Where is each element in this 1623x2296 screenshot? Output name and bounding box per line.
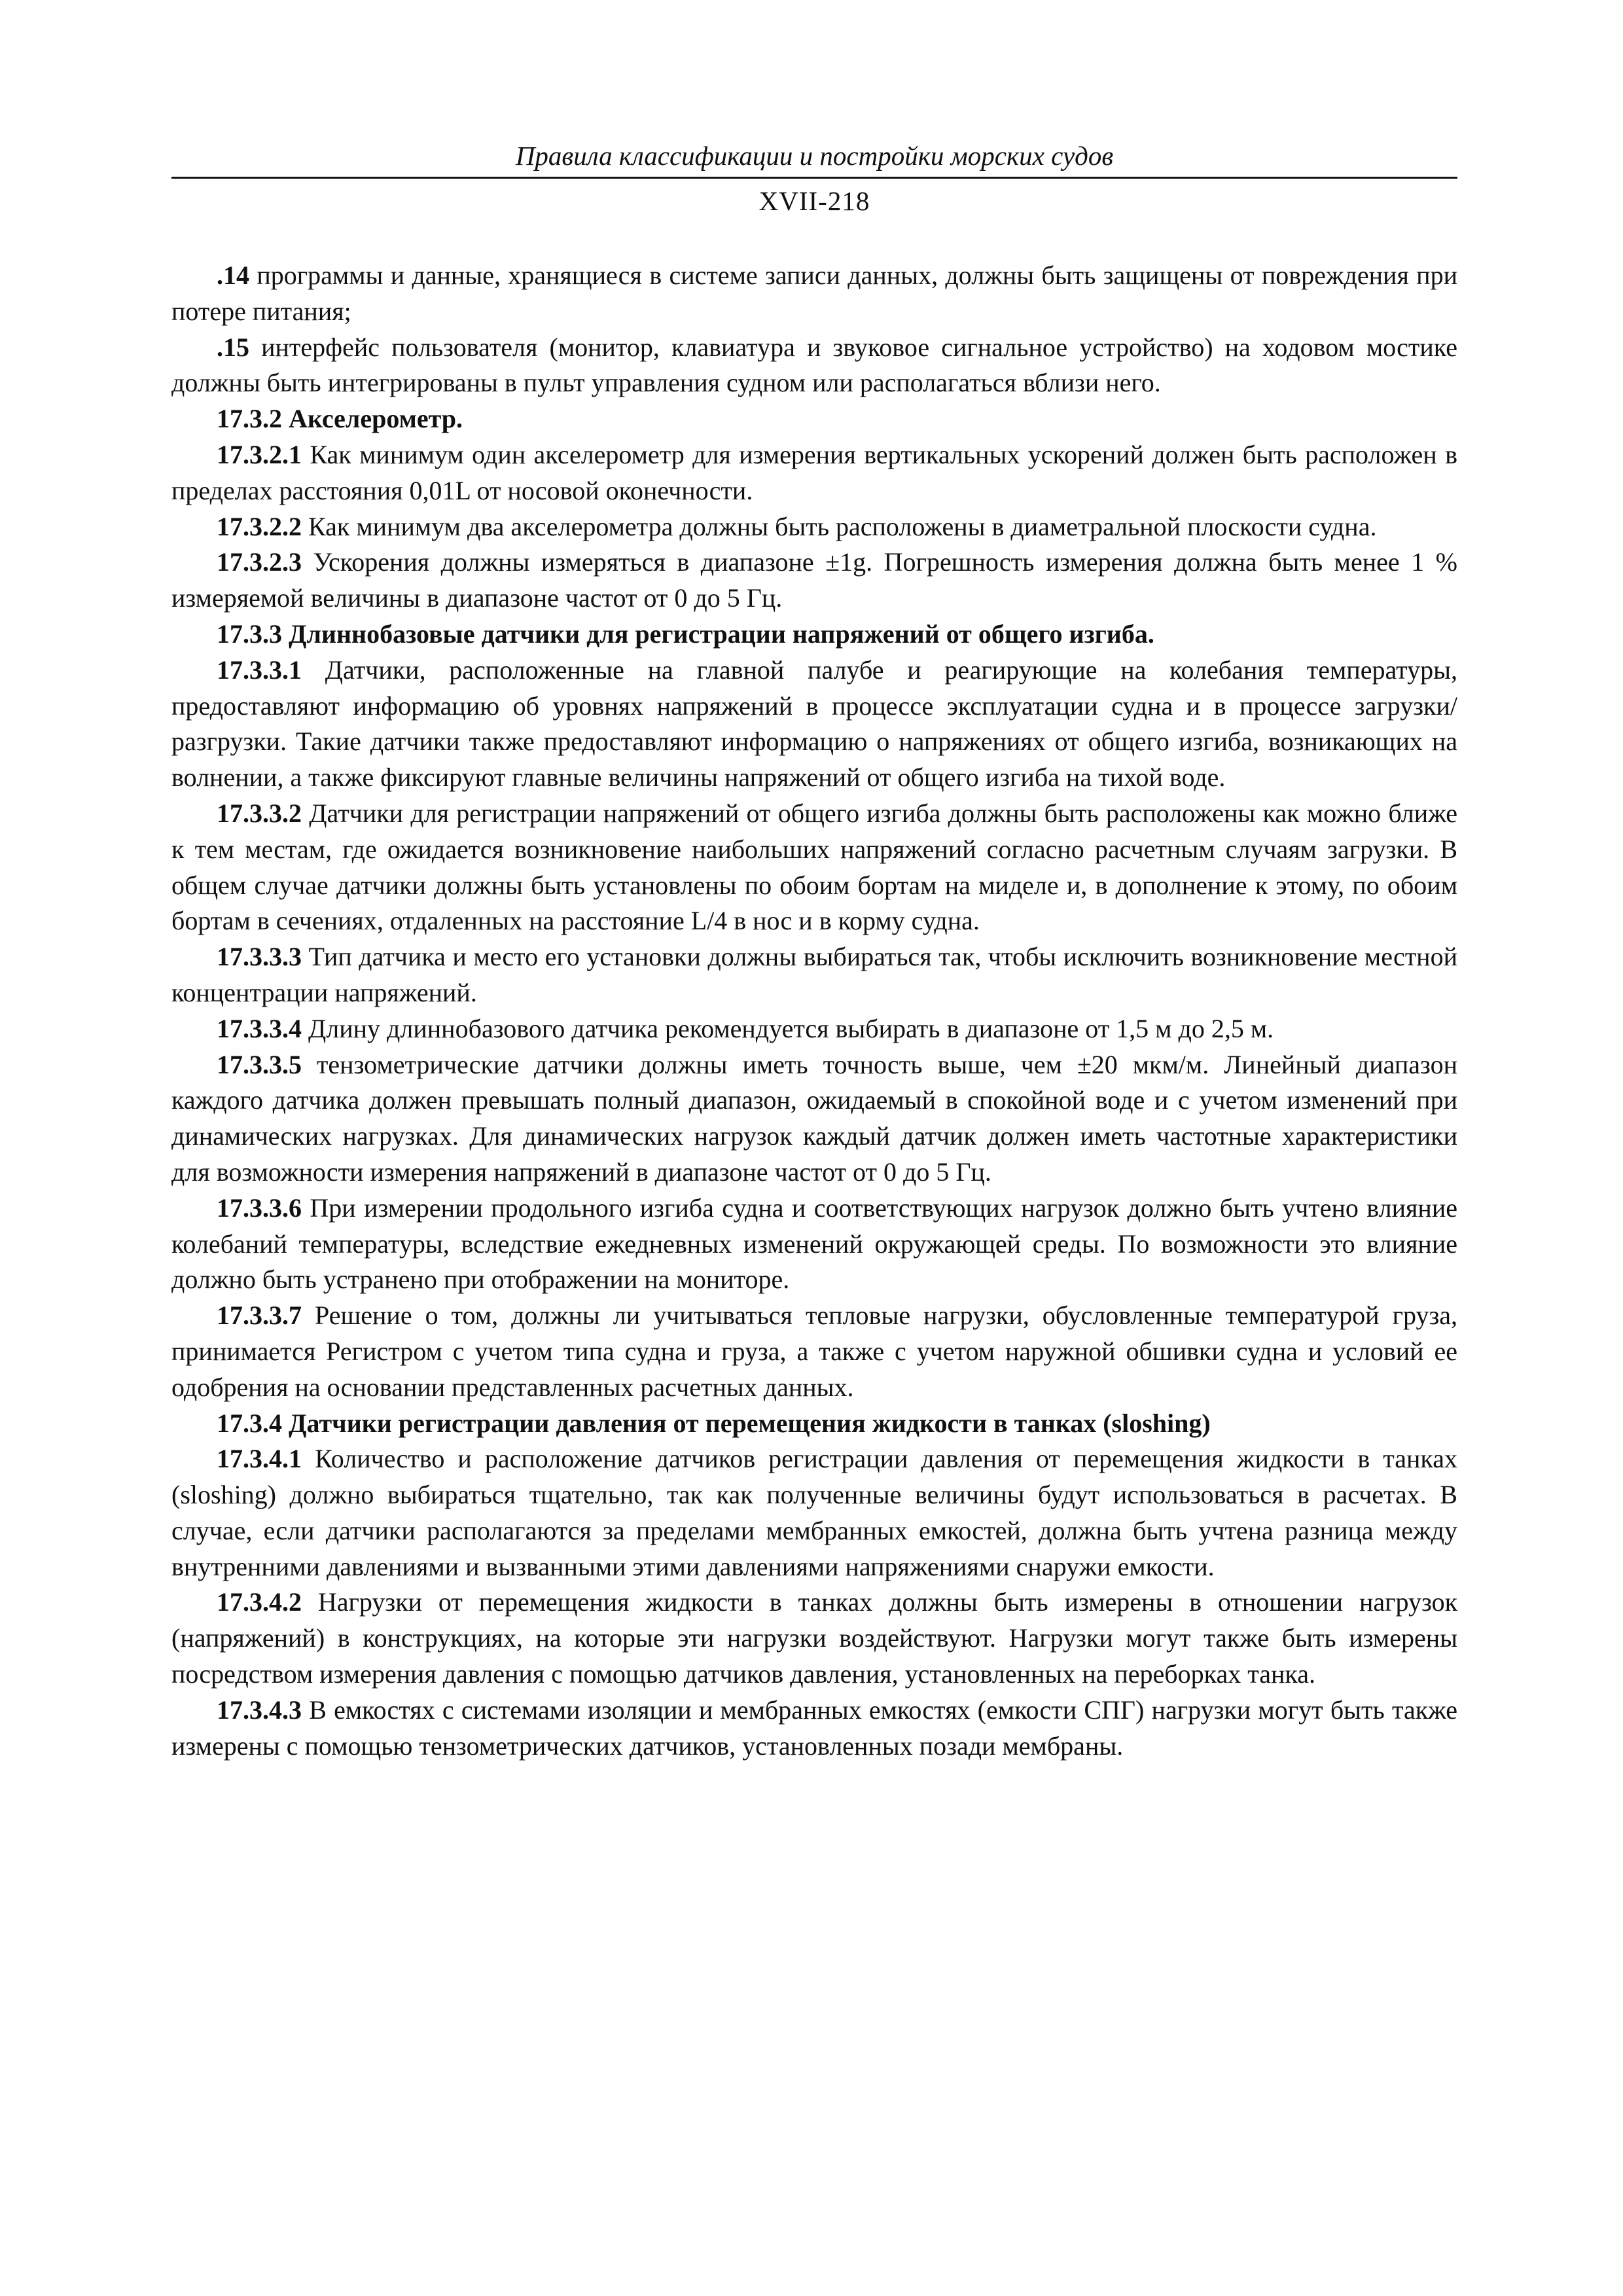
- paragraph-number: .14: [217, 260, 249, 290]
- section-title: Датчики регистрации давления от перемещения жидкости в танках (sloshing): [282, 1408, 1211, 1438]
- paragraph-number: 17.3.2.1: [217, 439, 302, 469]
- paragraph-number: 17.3.4.2: [217, 1587, 302, 1617]
- page-header: [171, 139, 1457, 218]
- paragraph-text: Датчики, расположенные на главной палубе и реагирующие на колебания температуры, предоставляют информацию об уровнях напряжений в процессе эксплуатации судна и в процессе загрузки/разгрузки. Такие датчики также предоставляют информацию о напряжениях от общего изгиба, возникающих на волнении, а также фиксируют главные величины напряжений от общего изгиба на тихой воде.: [171, 655, 1457, 793]
- paragraph-number: 17.3.3.2: [217, 798, 302, 828]
- paragraph-17-3-2-2: [171, 509, 1457, 545]
- paragraph-number: 17.3.3.3: [217, 942, 302, 972]
- paragraph-text: Длину длиннобазового датчика рекомендуется выбирать в диапазоне от 1,5 м до 2,5 м.: [302, 1013, 1274, 1043]
- section-heading-17-3-2: [171, 401, 1457, 437]
- paragraph-number: 17.3.3.6: [217, 1193, 302, 1223]
- paragraph-text: тензометрические датчики должны иметь точность выше, чем ±20 мкм/м. Линейный диапазон каждого датчика должен превышать полный диапазон, ожидаемый в спокойной воде и с учетом изменений при динамических нагрузках. Для динамических нагрузок каждый датчик должен иметь частотные характеристики для возможности измерения напряжений в диапазоне частот от 0 до 5 Гц.: [171, 1049, 1457, 1187]
- paragraph-text: Тип датчика и место его установки должны выбираться так, чтобы исключить возникновение местной концентрации напряжений.: [171, 942, 1457, 1007]
- section-heading-17-3-4: [171, 1406, 1457, 1442]
- paragraph-number: 17.3.4.3: [217, 1695, 302, 1725]
- section-number: 17.3.4: [217, 1408, 282, 1438]
- paragraph-text: Ускорения должны измеряться в диапазоне ±1g. Погрешность измерения должна быть менее 1 % измеряемой величины в диапазоне частот от 0 до 5 Гц.: [171, 547, 1457, 613]
- paragraph-number: 17.3.3.7: [217, 1300, 302, 1331]
- paragraph-number: .15: [217, 332, 249, 362]
- paragraph-text: Решение о том, должны ли учитываться тепловые нагрузки, обусловленные температурой груза, принимается Регистром с учетом типа судна и груза, а также с учетом наружной обшивки судна и условий ее одобрения на основании представленных расчетных данных.: [171, 1300, 1457, 1402]
- section-number: 17.3.3: [217, 619, 282, 649]
- paragraph-text: Количество и расположение датчиков регистрации давления от перемещения жидкости в танках (sloshing) должно выбираться тщательно, так как полученные величины будут использоваться в расчетах. В случае, если датчики располагаются за пределами мембранных емкостей, должна быть учтена разница между внутренними давлениями и вызванными этими давлениями напряжениями снаружи емкости.: [171, 1444, 1457, 1581]
- document-body: [171, 258, 1457, 1764]
- paragraph-text: Как минимум один акселерометр для измерения вертикальных ускорений должен быть расположен в пределах расстояния 0,01L от носовой оконечности.: [171, 439, 1457, 505]
- paragraph-text: Как минимум два акселерометра должны быть расположены в диаметральной плоскости судна.: [302, 511, 1377, 541]
- paragraph-number: 17.3.3.5: [217, 1049, 302, 1079]
- paragraph-text: Нагрузки от перемещения жидкости в танках должны быть измерены в отношении нагрузок (напряжений) в конструкциях, на которые эти нагрузки воздействуют. Нагрузки могут также быть измерены посредством измерения давления с помощью датчиков давления, установленных на переборках танка.: [171, 1587, 1457, 1689]
- section-heading-17-3-3: [171, 617, 1457, 653]
- section-title: Акселерометр.: [282, 404, 463, 434]
- paragraph-17-3-3-1: [171, 653, 1457, 796]
- paragraph-text: интерфейс пользователя (монитор, клавиатура и звуковое сигнальное устройство) на ходовом мостике должны быть интегрированы в пульт управления судном или располагаться вблизи него.: [171, 332, 1457, 398]
- paragraph-text: При измерении продольного изгиба судна и соответствующих нагрузок должно быть учтено влияние колебаний температуры, вследствие ежедневных изменений окружающей среды. По возможности это влияние должно быть устранено при отображении на мониторе.: [171, 1193, 1457, 1295]
- paragraph-number: 17.3.3.4: [217, 1013, 302, 1043]
- paragraph-17-3-4-2: [171, 1585, 1457, 1692]
- paragraph-17-3-3-7: [171, 1298, 1457, 1405]
- paragraph-17-3-3-4: [171, 1011, 1457, 1047]
- page-number: XVII-218: [758, 186, 870, 216]
- paragraph-17-3-3-6: [171, 1191, 1457, 1298]
- paragraph-17-3-4-1: [171, 1441, 1457, 1585]
- paragraph-text: В емкостях с системами изоляции и мембранных емкостях (емкости СПГ) нагрузки могут быть также измерены с помощью тензометрических датчиков, установленных позади мембраны.: [171, 1695, 1457, 1761]
- paragraph-17-3-3-5: [171, 1047, 1457, 1191]
- paragraph-17-3-2-3: [171, 545, 1457, 617]
- paragraph-15: [171, 330, 1457, 402]
- paragraph-17-3-3-3: [171, 939, 1457, 1011]
- paragraph-number: 17.3.2.2: [217, 511, 302, 541]
- document-title: Правила классификации и постройки морских судов: [171, 139, 1457, 179]
- paragraph-17-3-3-2: [171, 796, 1457, 939]
- paragraph-text: Датчики для регистрации напряжений от общего изгиба должны быть расположены как можно ближе к тем местам, где ожидается возникновение наибольших напряжений согласно расчетным случаям загрузки. В общем случае датчики должны быть установлены по обоим бортам на миделе и, в дополнение к этому, по обоим бортам в сечениях, отдаленных на расстояние L/4 в нос и в корму судна.: [171, 798, 1457, 936]
- paragraph-17-3-2-1: [171, 437, 1457, 509]
- section-number: 17.3.2: [217, 404, 282, 434]
- paragraph-17-3-4-3: [171, 1693, 1457, 1765]
- paragraph-14: [171, 258, 1457, 330]
- paragraph-number: 17.3.3.1: [217, 655, 302, 685]
- paragraph-number: 17.3.4.1: [217, 1444, 302, 1474]
- paragraph-number: 17.3.2.3: [217, 547, 302, 577]
- section-title: Длиннобазовые датчики для регистрации напряжений от общего изгиба.: [282, 619, 1154, 649]
- paragraph-text: программы и данные, хранящиеся в системе записи данных, должны быть защищены от повреждения при потере питания;: [171, 260, 1457, 326]
